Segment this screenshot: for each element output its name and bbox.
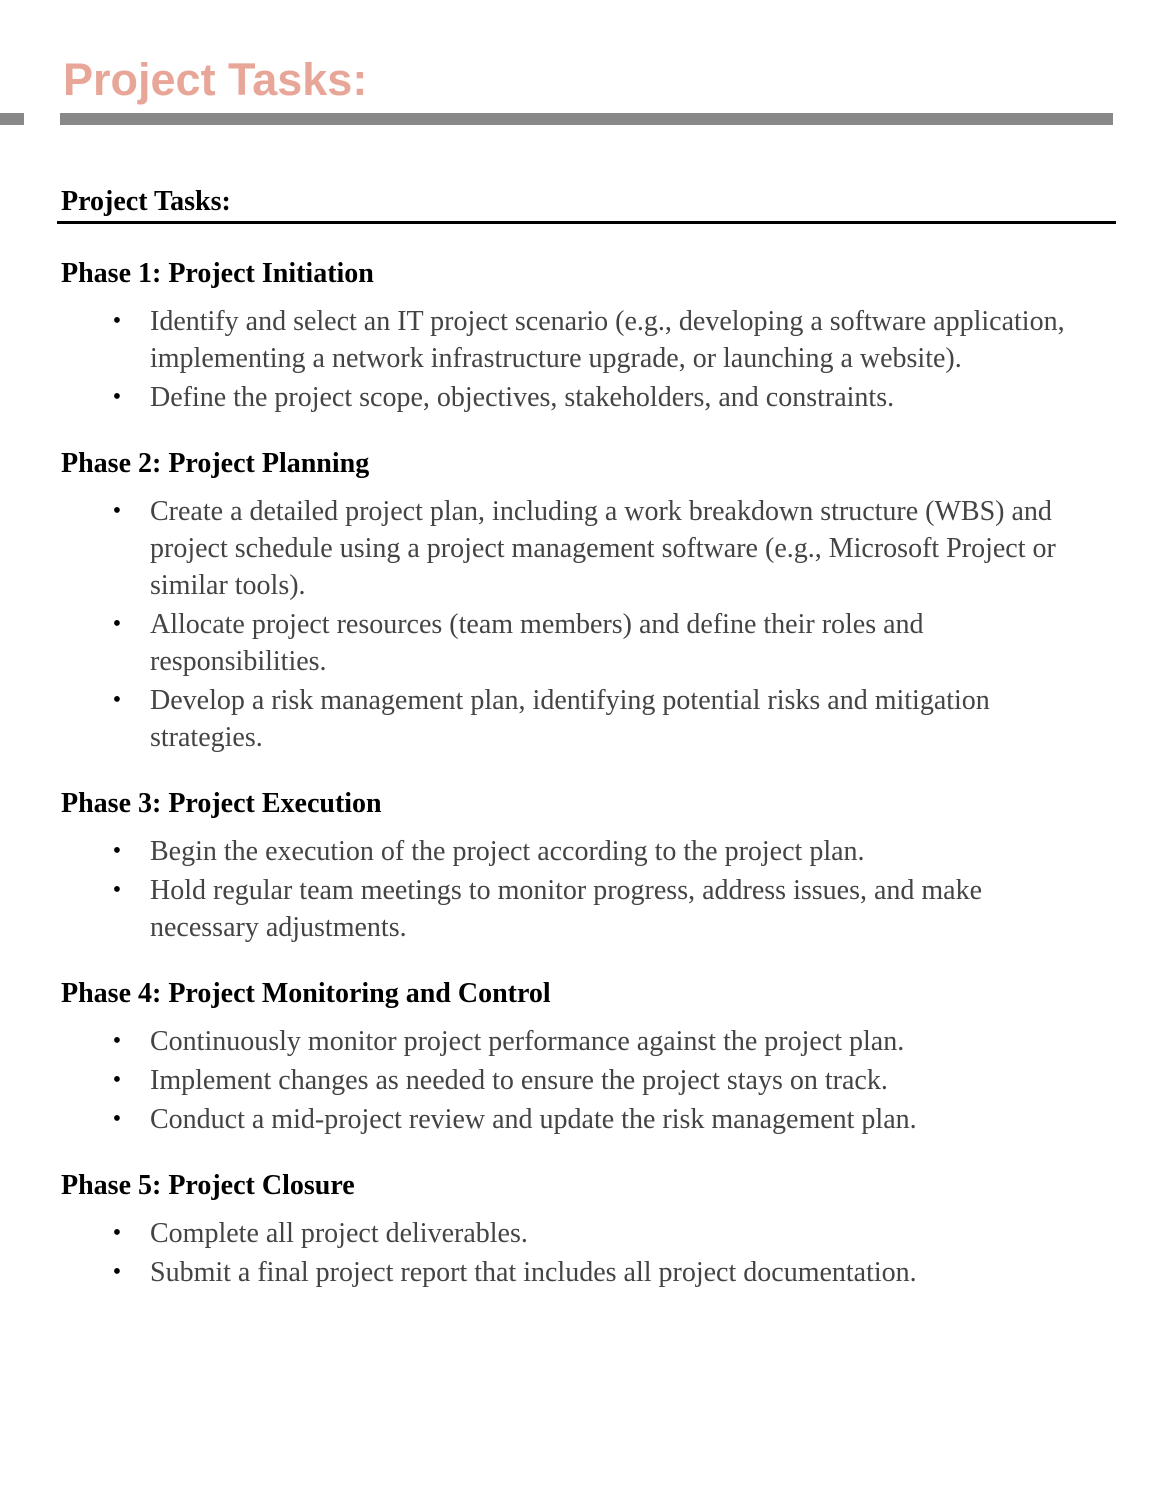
task-text: Conduct a mid-project review and update the risk management plan. [150,1104,917,1135]
bullet-icon: • [112,384,122,410]
list-item [60,833,1116,870]
task-list [60,1023,1116,1138]
task-text: Continuously monitor project performance against the project plan. [150,1026,905,1057]
bullet-icon: • [112,498,122,524]
task-list [60,303,1116,416]
task-text: Begin the execution of the project according to the project plan. [150,836,865,867]
bullet-icon: • [112,1259,122,1285]
phase-title: Phase 3: Project Execution [61,788,382,819]
task-text: Create a detailed project plan, including a work breakdown structure (WBS) and project schedule using a project management software (e.g., Microsoft Project or similar tools). [150,496,1056,601]
list-item [60,303,1116,377]
list-item [60,1254,1116,1291]
task-text: Hold regular team meetings to monitor progress, address issues, and make necessary adjustments. [150,875,983,943]
list-item [60,1062,1116,1099]
phase-2 [60,447,1116,756]
phase-4 [60,977,1116,1138]
list-item [60,1101,1116,1138]
phase-3 [60,787,1116,946]
title-rule-stub [0,113,24,125]
task-text: Identify and select an IT project scenario (e.g., developing a software application, implementing a network infrastructure upgrade, or launching a website). [150,306,1065,374]
bullet-icon: • [112,1220,122,1246]
task-text: Submit a final project report that includes all project documentation. [150,1257,917,1288]
bullet-icon: • [112,687,122,713]
task-list [60,493,1116,756]
list-item [60,872,1116,946]
bullet-icon: • [112,838,122,864]
task-text: Complete all project deliverables. [150,1218,528,1249]
bullet-icon: • [112,611,122,637]
bullet-icon: • [112,1028,122,1054]
phase-title: Phase 1: Project Initiation [61,258,374,289]
phase-1 [60,257,1116,416]
phase-title: Phase 2: Project Planning [61,448,370,479]
task-text: Develop a risk management plan, identifying potential risks and mitigation strategies. [150,685,990,753]
task-text: Allocate project resources (team members) and define their roles and responsibilities. [150,609,924,677]
bullet-icon: • [112,1106,122,1132]
list-item [60,606,1116,680]
section-heading: Project Tasks: [57,185,1116,224]
document-body [60,185,1116,1293]
phase-title: Phase 4: Project Monitoring and Control [61,978,551,1009]
document-title: Project Tasks: [63,54,368,105]
phase-title: Phase 5: Project Closure [61,1170,355,1201]
bullet-icon: • [112,308,122,334]
list-item [60,682,1116,756]
bullet-icon: • [112,1067,122,1093]
task-list [60,833,1116,946]
list-item [60,379,1116,416]
list-item [60,1215,1116,1252]
task-text: Implement changes as needed to ensure the project stays on track. [150,1065,888,1096]
bullet-icon: • [112,877,122,903]
phase-5 [60,1169,1116,1291]
task-text: Define the project scope, objectives, stakeholders, and constraints. [150,382,895,413]
list-item [60,493,1116,604]
task-list [60,1215,1116,1291]
title-rule [60,113,1113,125]
list-item [60,1023,1116,1060]
